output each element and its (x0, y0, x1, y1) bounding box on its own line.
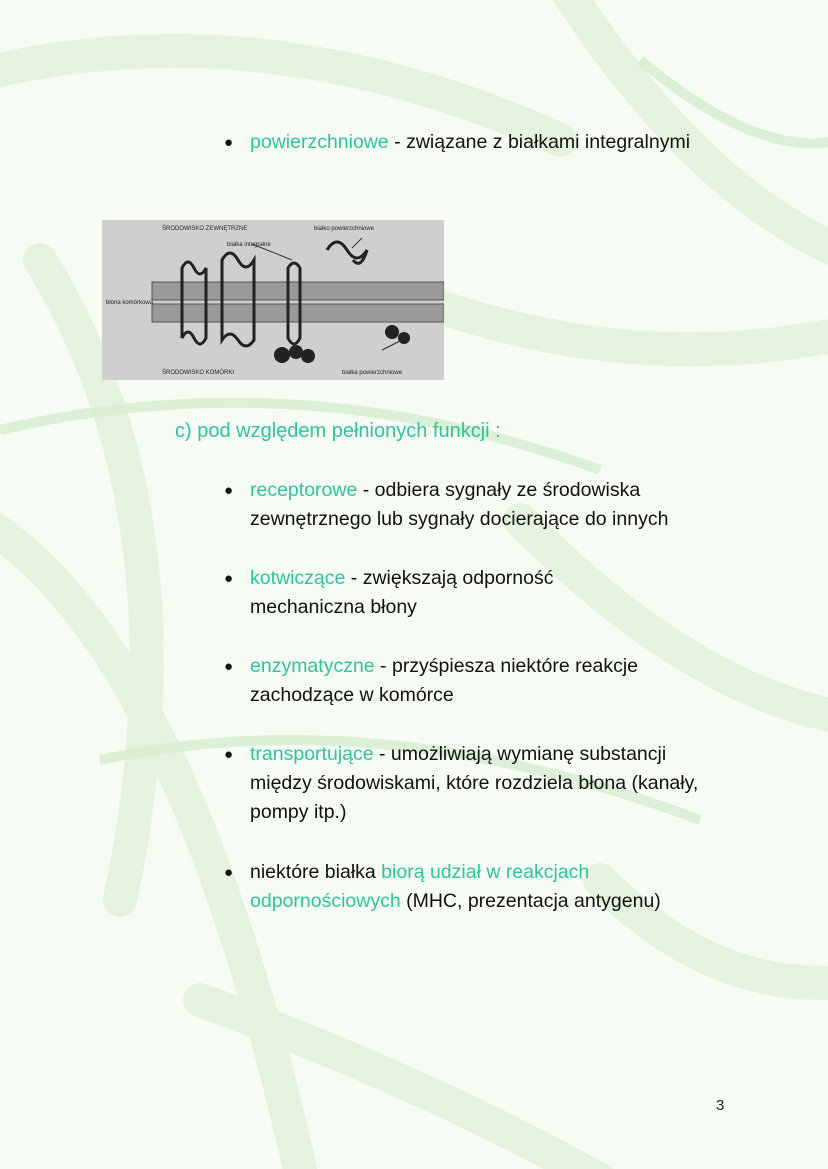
bullet-item-enzymatyczne (224, 652, 700, 710)
bullet-item-receptorowe (224, 476, 740, 534)
item-text-pre: niektóre białka (250, 861, 382, 883)
bullet-dot: ● (224, 864, 234, 881)
bullet-dot: ● (224, 570, 234, 587)
item-highlight: powierzchniowe (250, 131, 389, 153)
label-surface-protein-top: białko powierzchniowe (314, 226, 375, 232)
item-highlight: kotwiczące (250, 567, 346, 589)
bullet-item-transportujace (224, 740, 730, 827)
label-membrane: błona komórkowa (106, 300, 154, 306)
membrane-proteins-figure (102, 220, 444, 380)
bullet-dot: ● (224, 746, 234, 763)
bullet-item-powierzchniowe (224, 128, 740, 157)
section-heading: c) pod względem pełnionych funkcji : (175, 420, 501, 442)
label-cell-env: ŚRODOWISKO KOMÓRKI (162, 370, 235, 376)
item-highlight: receptorowe (250, 479, 358, 501)
item-text-post: (MHC, prezentacja antygenu) (400, 890, 661, 912)
item-text: - odbiera sygnały ze środowiska zewnętrznego lub sygnały docierające do innych (250, 479, 669, 530)
item-text: - zwiększają odporność mechaniczna błony (250, 567, 554, 618)
label-surface-proteins-bottom: białka powierzchniowe (342, 370, 403, 376)
item-text: - związane z białkami integralnymi (388, 131, 691, 153)
label-outer-env: ŚRODOWISKO ZEWNĘTRZNE (162, 226, 248, 232)
label-integral-proteins: białka integralne (227, 242, 271, 248)
item-highlight: transportujące (250, 743, 374, 765)
bullet-item-odpornosciowe (224, 858, 730, 916)
bullet-item-kotwiczace (224, 564, 610, 622)
bullet-dot: ● (224, 658, 234, 675)
item-highlight: biorą udział w reakcjach odpornościowych (250, 861, 590, 912)
item-text: - umożliwiają wymianę substancji między środowiskami, które rozdziela błona (kanały, pompy itp.) (250, 743, 699, 823)
item-text: - przyśpiesza niektóre reakcje zachodzące w komórce (250, 655, 638, 706)
item-highlight: enzymatyczne (250, 655, 375, 677)
page-number: 3 (716, 1097, 725, 1114)
bullet-dot: ● (224, 482, 234, 499)
bullet-dot: ● (224, 134, 234, 151)
